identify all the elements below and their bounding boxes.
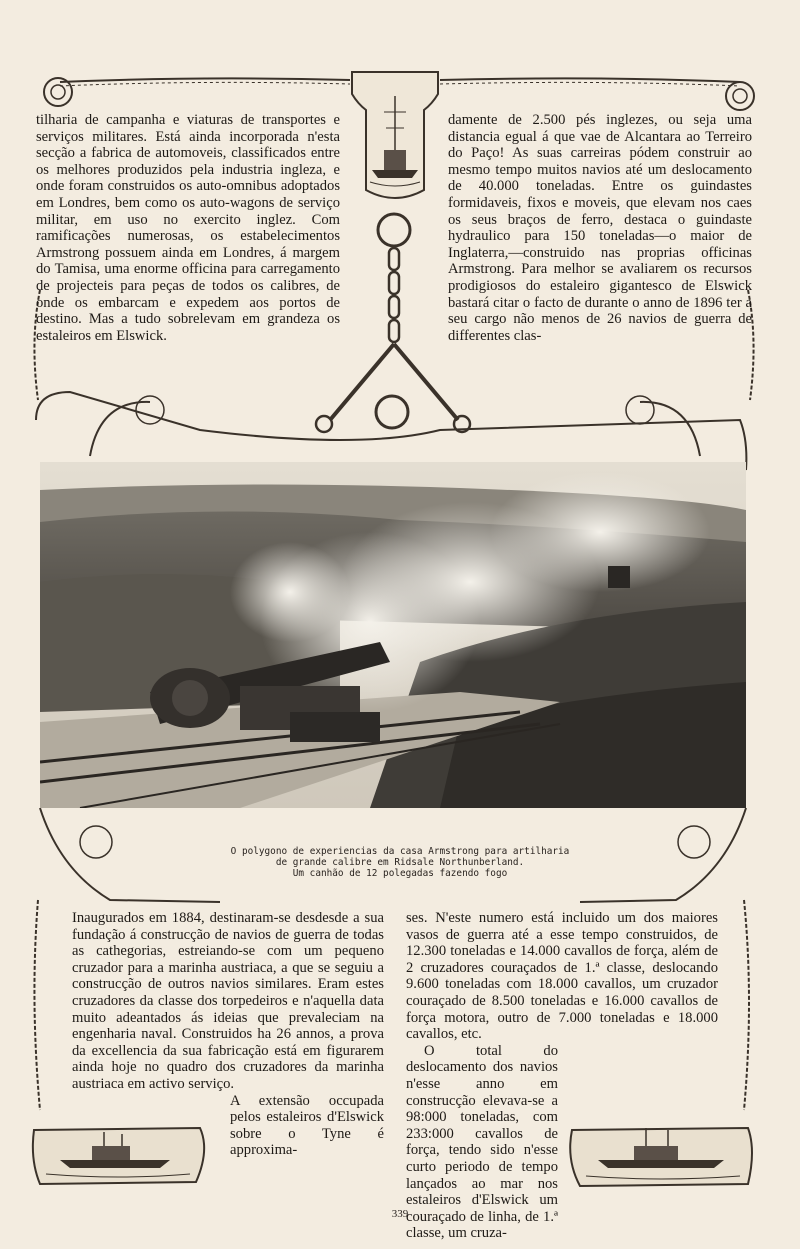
text-column-top-left bbox=[36, 112, 340, 344]
paragraph: damente de 2.500 pés inglezes, ou seja uma distancia egual á que vae de Alcantara ao Terreiro do Paço! As suas carreiras pódem construir ao mesmo tempo muitos navios até um deslocamento de 40.000 toneladas. Entre os guindastes formidaveis, fixos e moveis, que elevam nos caes os seus braços de ferro, destaca o guindaste hydraulico para 150 toneladas—o maior de Inglaterra,—construido nas proprias officinas Armstrong. Para melhor se avaliarem os recursos prodigiosos do estaleiro gigantesco de Elswick bastará citar o facto de durante o anno de 1896 ter a seu cargo não menos de 26 navios de guerra de differentes clas- bbox=[448, 112, 752, 344]
photo-caption bbox=[200, 846, 600, 879]
caption-line: Um canhão de 12 polegadas fazendo fogo bbox=[292, 868, 508, 879]
artillery-firing-photo bbox=[40, 462, 746, 808]
caption-line: de grande calibre em Ridsale Northunberland. bbox=[275, 857, 525, 868]
paragraph: tilharia de campanha e viaturas de transportes e serviços militares. Está ainda incorporada n'esta secção a fabrica de automoveis, classificados entre os melhores produzidos pela industria ingleza, e onde foram construidos os auto-omnibus adoptados em Londres, bem como os auto-wagons de serviço militar, em uso no exercito inglez. Com ramificações numerosas, os estabelecimentos Armstrong possuem ainda em Londres, á margem do Tamisa, uma enorme officina para carregamento de projecteis para peças de todos os calibres, de onde os embarcam e expedem aos portos de destino. Mas a tudo sobrelevam em grandeza os estaleiros em Elswick. bbox=[36, 112, 340, 344]
paragraph: ses. N'este numero está incluido um dos maiores vasos de guerra até a esse tempo construidos, de 12.300 toneladas e 14.000 cavallos de força, além de 2 cruzadores couraçados de 1.ª classe, deslocando 9.600 toneladas com 18.000 cavallos, um cruzador couraçado de 8.500 toneladas e 16.000 cavallos de força motora, outro de 7.000 toneladas e 18.000 cavallos, etc. bbox=[406, 910, 718, 1043]
text-column-bottom-left bbox=[72, 910, 384, 1159]
text-column-top-right bbox=[448, 112, 752, 344]
paragraph: O total do deslocamento dos navios n'esse anno em construcção elevava-se a 98:000 toneladas, com 233:000 cavallos de força, tendo sido n'esse curto periodo de tempo lançados ao mar nos estaleiros d'Elswick um couraçado de linha, de 1.ª classe, um cruza- bbox=[406, 1042, 558, 1242]
page-number: 339 bbox=[391, 1208, 409, 1220]
paragraph: Inaugurados em 1884, destinaram-se desdesde a sua fundação á construcção de navios de guerra de todas as cathegorias, estreiando-se com um pequeno cruzador para a marinha austriaca, a que se seguiu a construcção de outros navios similares. Eram estes cruzadores da classe dos torpedeiros e n'aquella data muito adeantados ás ideias que prevaleciam na engenharia naval. Construidos ha 26 annos, a prova da excellencia da sua fabricação está em figurarem ainda hoje no quadro dos cruzadores da marinha austriaca em activo serviço. bbox=[72, 910, 384, 1092]
text-column-bottom-right bbox=[406, 910, 718, 1242]
paragraph: A extensão occupada pelos estaleiros d'Elswick sobre o Tyne é approxima- bbox=[230, 1092, 384, 1159]
caption-line: O polygono de experiencias da casa Armstrong para artilharia bbox=[230, 846, 570, 857]
